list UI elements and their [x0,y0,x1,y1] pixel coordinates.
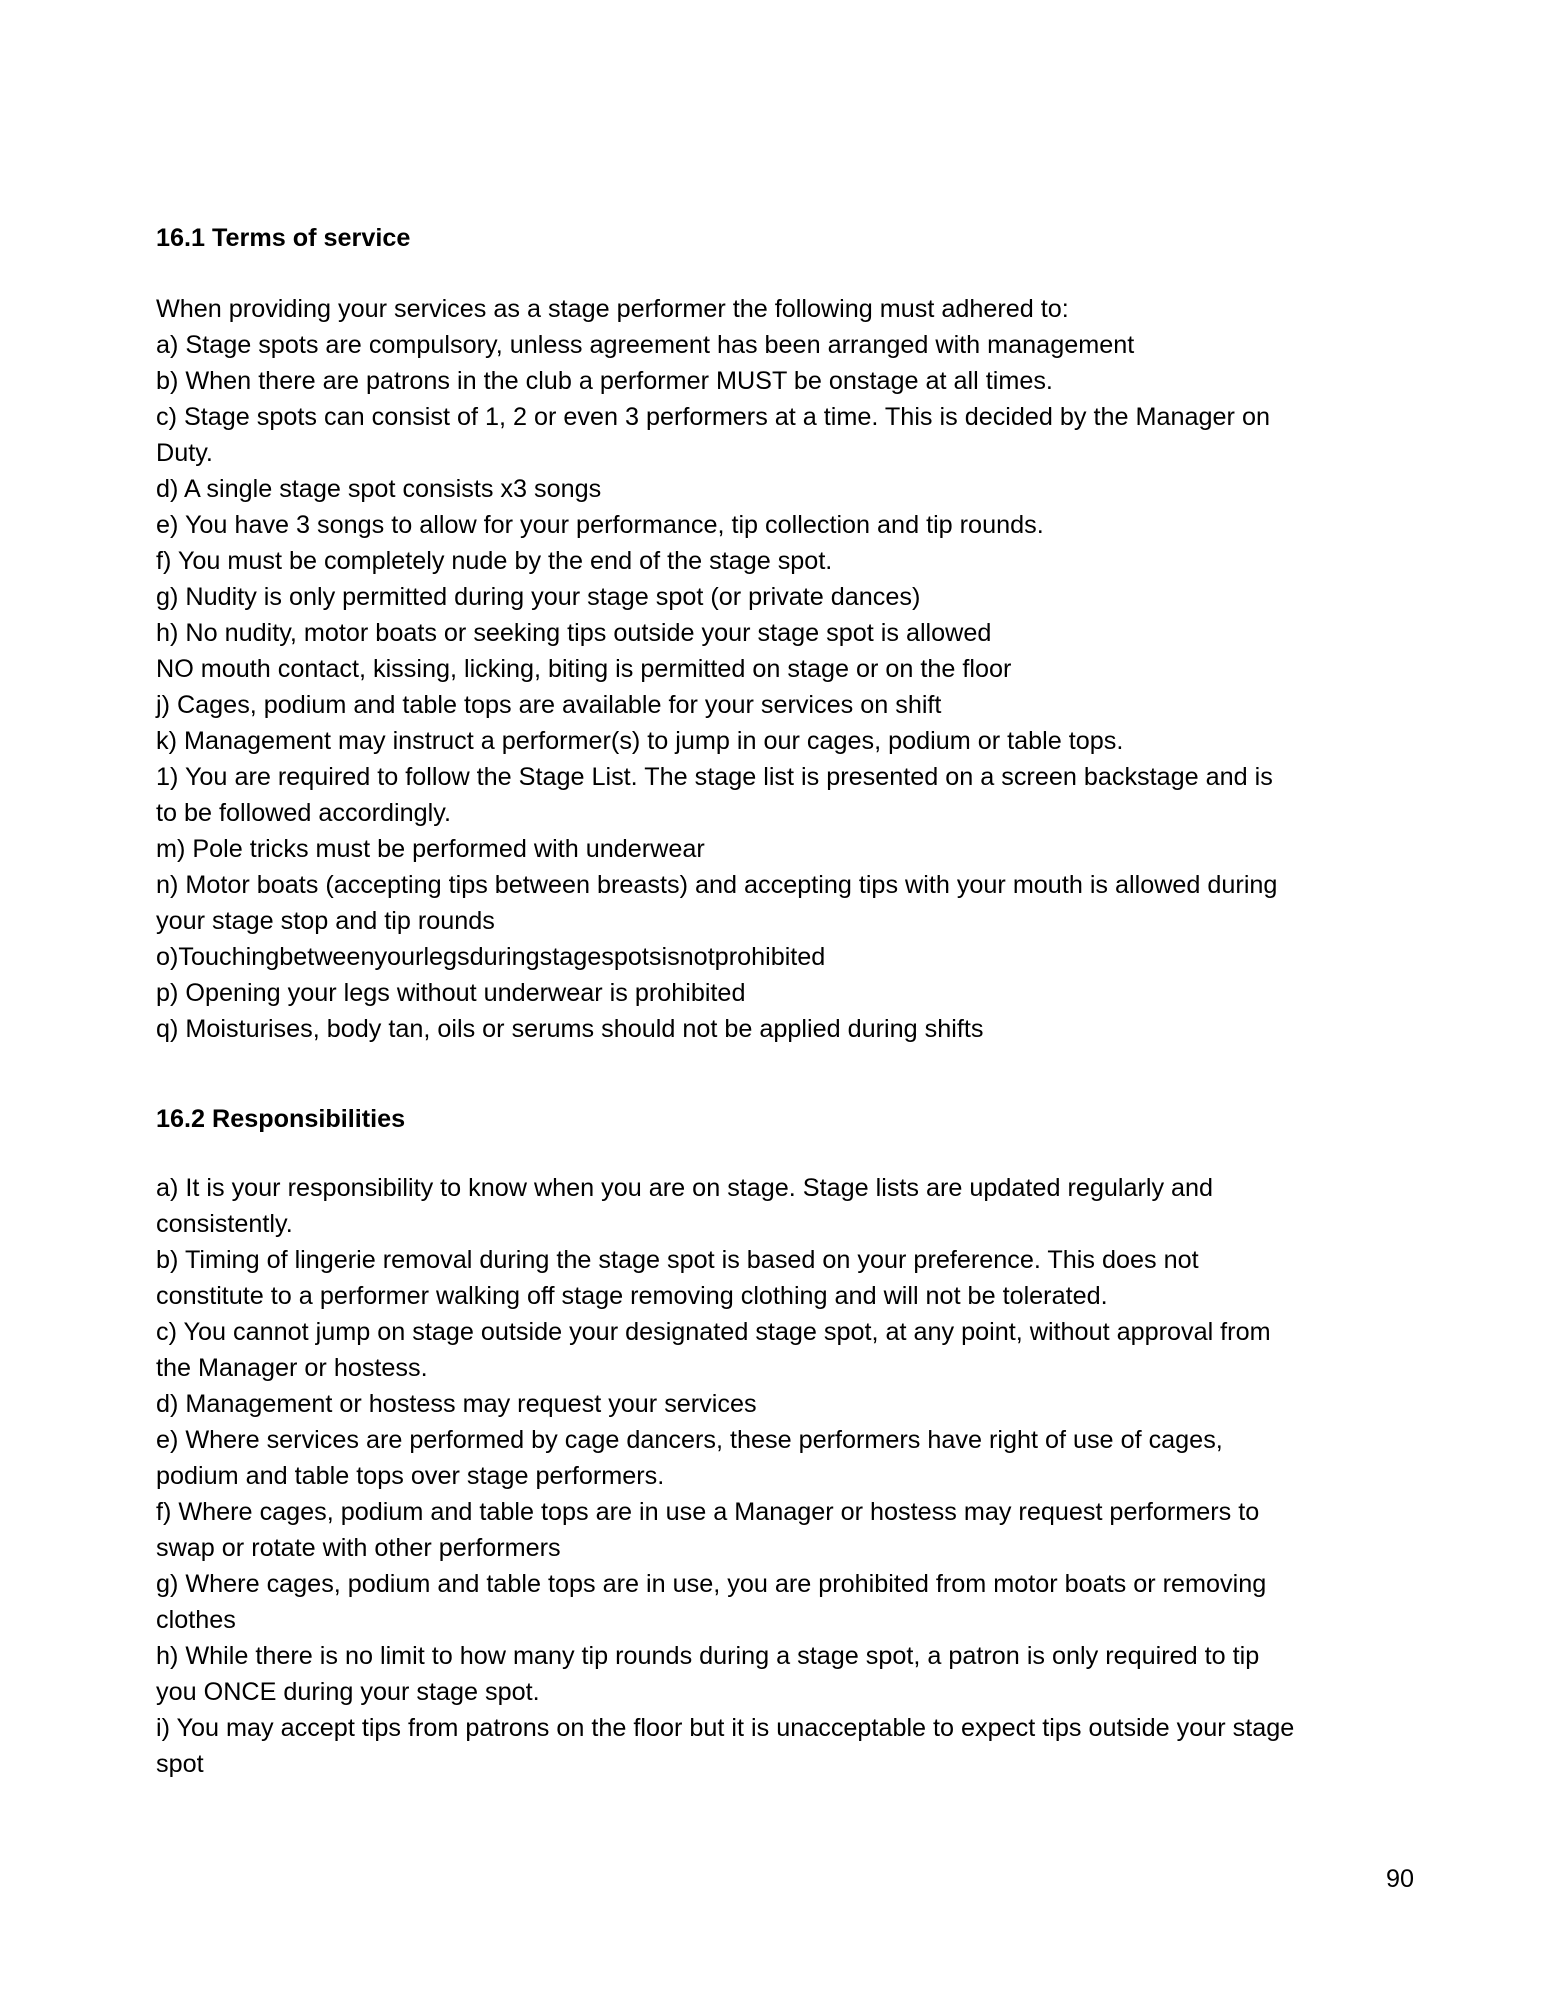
list-item-f: f) You must be completely nude by the end of the stage spot. [156,547,833,575]
list-item-n: n) Motor boats (accepting tips between breasts) and accepting tips with your mouth is allowed during [156,871,1278,899]
responsibility-item-c: c) You cannot jump on stage outside your designated stage spot, at any point, without approval from [156,1318,1271,1346]
list-item-d: d) A single stage spot consists x3 songs [156,475,602,503]
responsibility-item-a: a) It is your responsibility to know when you are on stage. Stage lists are updated regularly and [156,1174,1214,1202]
responsibility-item-b-continued: constitute to a performer walking off stage removing clothing and will not be tolerated. [156,1282,1108,1310]
responsibility-item-i-continued: spot [156,1750,204,1778]
list-item-c-continued: Duty. [156,439,213,467]
list-item-h: h) No nudity, motor boats or seeking tips outside your stage spot is allowed [156,619,992,647]
responsibility-item-c-continued: the Manager or hostess. [156,1354,428,1382]
list-item-b: b) When there are patrons in the club a performer MUST be onstage at all times. [156,367,1053,395]
list-item-l-continued: to be followed accordingly. [156,799,451,827]
responsibility-item-h: h) While there is no limit to how many tip rounds during a stage spot, a patron is only required to tip [156,1642,1260,1670]
responsibility-item-f: f) Where cages, podium and table tops are in use a Manager or hostess may request performers to [156,1498,1260,1526]
list-item-l: 1) You are required to follow the Stage List. The stage list is presented on a screen backstage and is [156,763,1273,791]
list-item-o: o)Touchingbetweenyourlegsduringstagespotsisnotprohibited [156,943,826,971]
responsibility-item-g-continued: clothes [156,1606,236,1634]
list-item-m: m) Pole tricks must be performed with underwear [156,835,705,863]
responsibility-item-i: i) You may accept tips from patrons on the floor but it is unacceptable to expect tips outside your stage [156,1714,1295,1742]
list-item-j: j) Cages, podium and table tops are available for your services on shift [156,691,942,719]
section-heading-terms-of-service: 16.1 Terms of service [156,224,411,252]
responsibility-item-d: d) Management or hostess may request your services [156,1390,757,1418]
list-item-p: p) Opening your legs without underwear is prohibited [156,979,746,1007]
list-item-c: c) Stage spots can consist of 1, 2 or even 3 performers at a time. This is decided by the Manager on [156,403,1270,431]
responsibility-item-g: g) Where cages, podium and table tops are in use, you are prohibited from motor boats or removing [156,1570,1267,1598]
list-item-e: e) You have 3 songs to allow for your performance, tip collection and tip rounds. [156,511,1044,539]
list-item-n-continued: your stage stop and tip rounds [156,907,495,935]
responsibility-item-f-continued: swap or rotate with other performers [156,1534,561,1562]
responsibility-item-a-continued: consistently. [156,1210,293,1238]
responsibility-item-e-continued: podium and table tops over stage performers. [156,1462,665,1490]
list-item-q: q) Moisturises, body tan, oils or serums should not be applied during shifts [156,1015,984,1043]
list-item-k: k) Management may instruct a performer(s) to jump in our cages, podium or table tops. [156,727,1124,755]
list-item-g: g) Nudity is only permitted during your stage spot (or private dances) [156,583,921,611]
responsibility-item-b: b) Timing of lingerie removal during the stage spot is based on your preference. This does not [156,1246,1199,1274]
intro-paragraph: When providing your services as a stage performer the following must adhered to: [156,295,1069,323]
list-item-a: a) Stage spots are compulsory, unless agreement has been arranged with management [156,331,1135,359]
responsibility-item-h-continued: you ONCE during your stage spot. [156,1678,540,1706]
list-item-i: NO mouth contact, kissing, licking, biting is permitted on stage or on the floor [156,655,1012,683]
section-heading-responsibilities: 16.2 Responsibilities [156,1105,406,1133]
responsibility-item-e: e) Where services are performed by cage dancers, these performers have right of use of cages, [156,1426,1223,1454]
page-number: 90 [1386,1865,1415,1893]
